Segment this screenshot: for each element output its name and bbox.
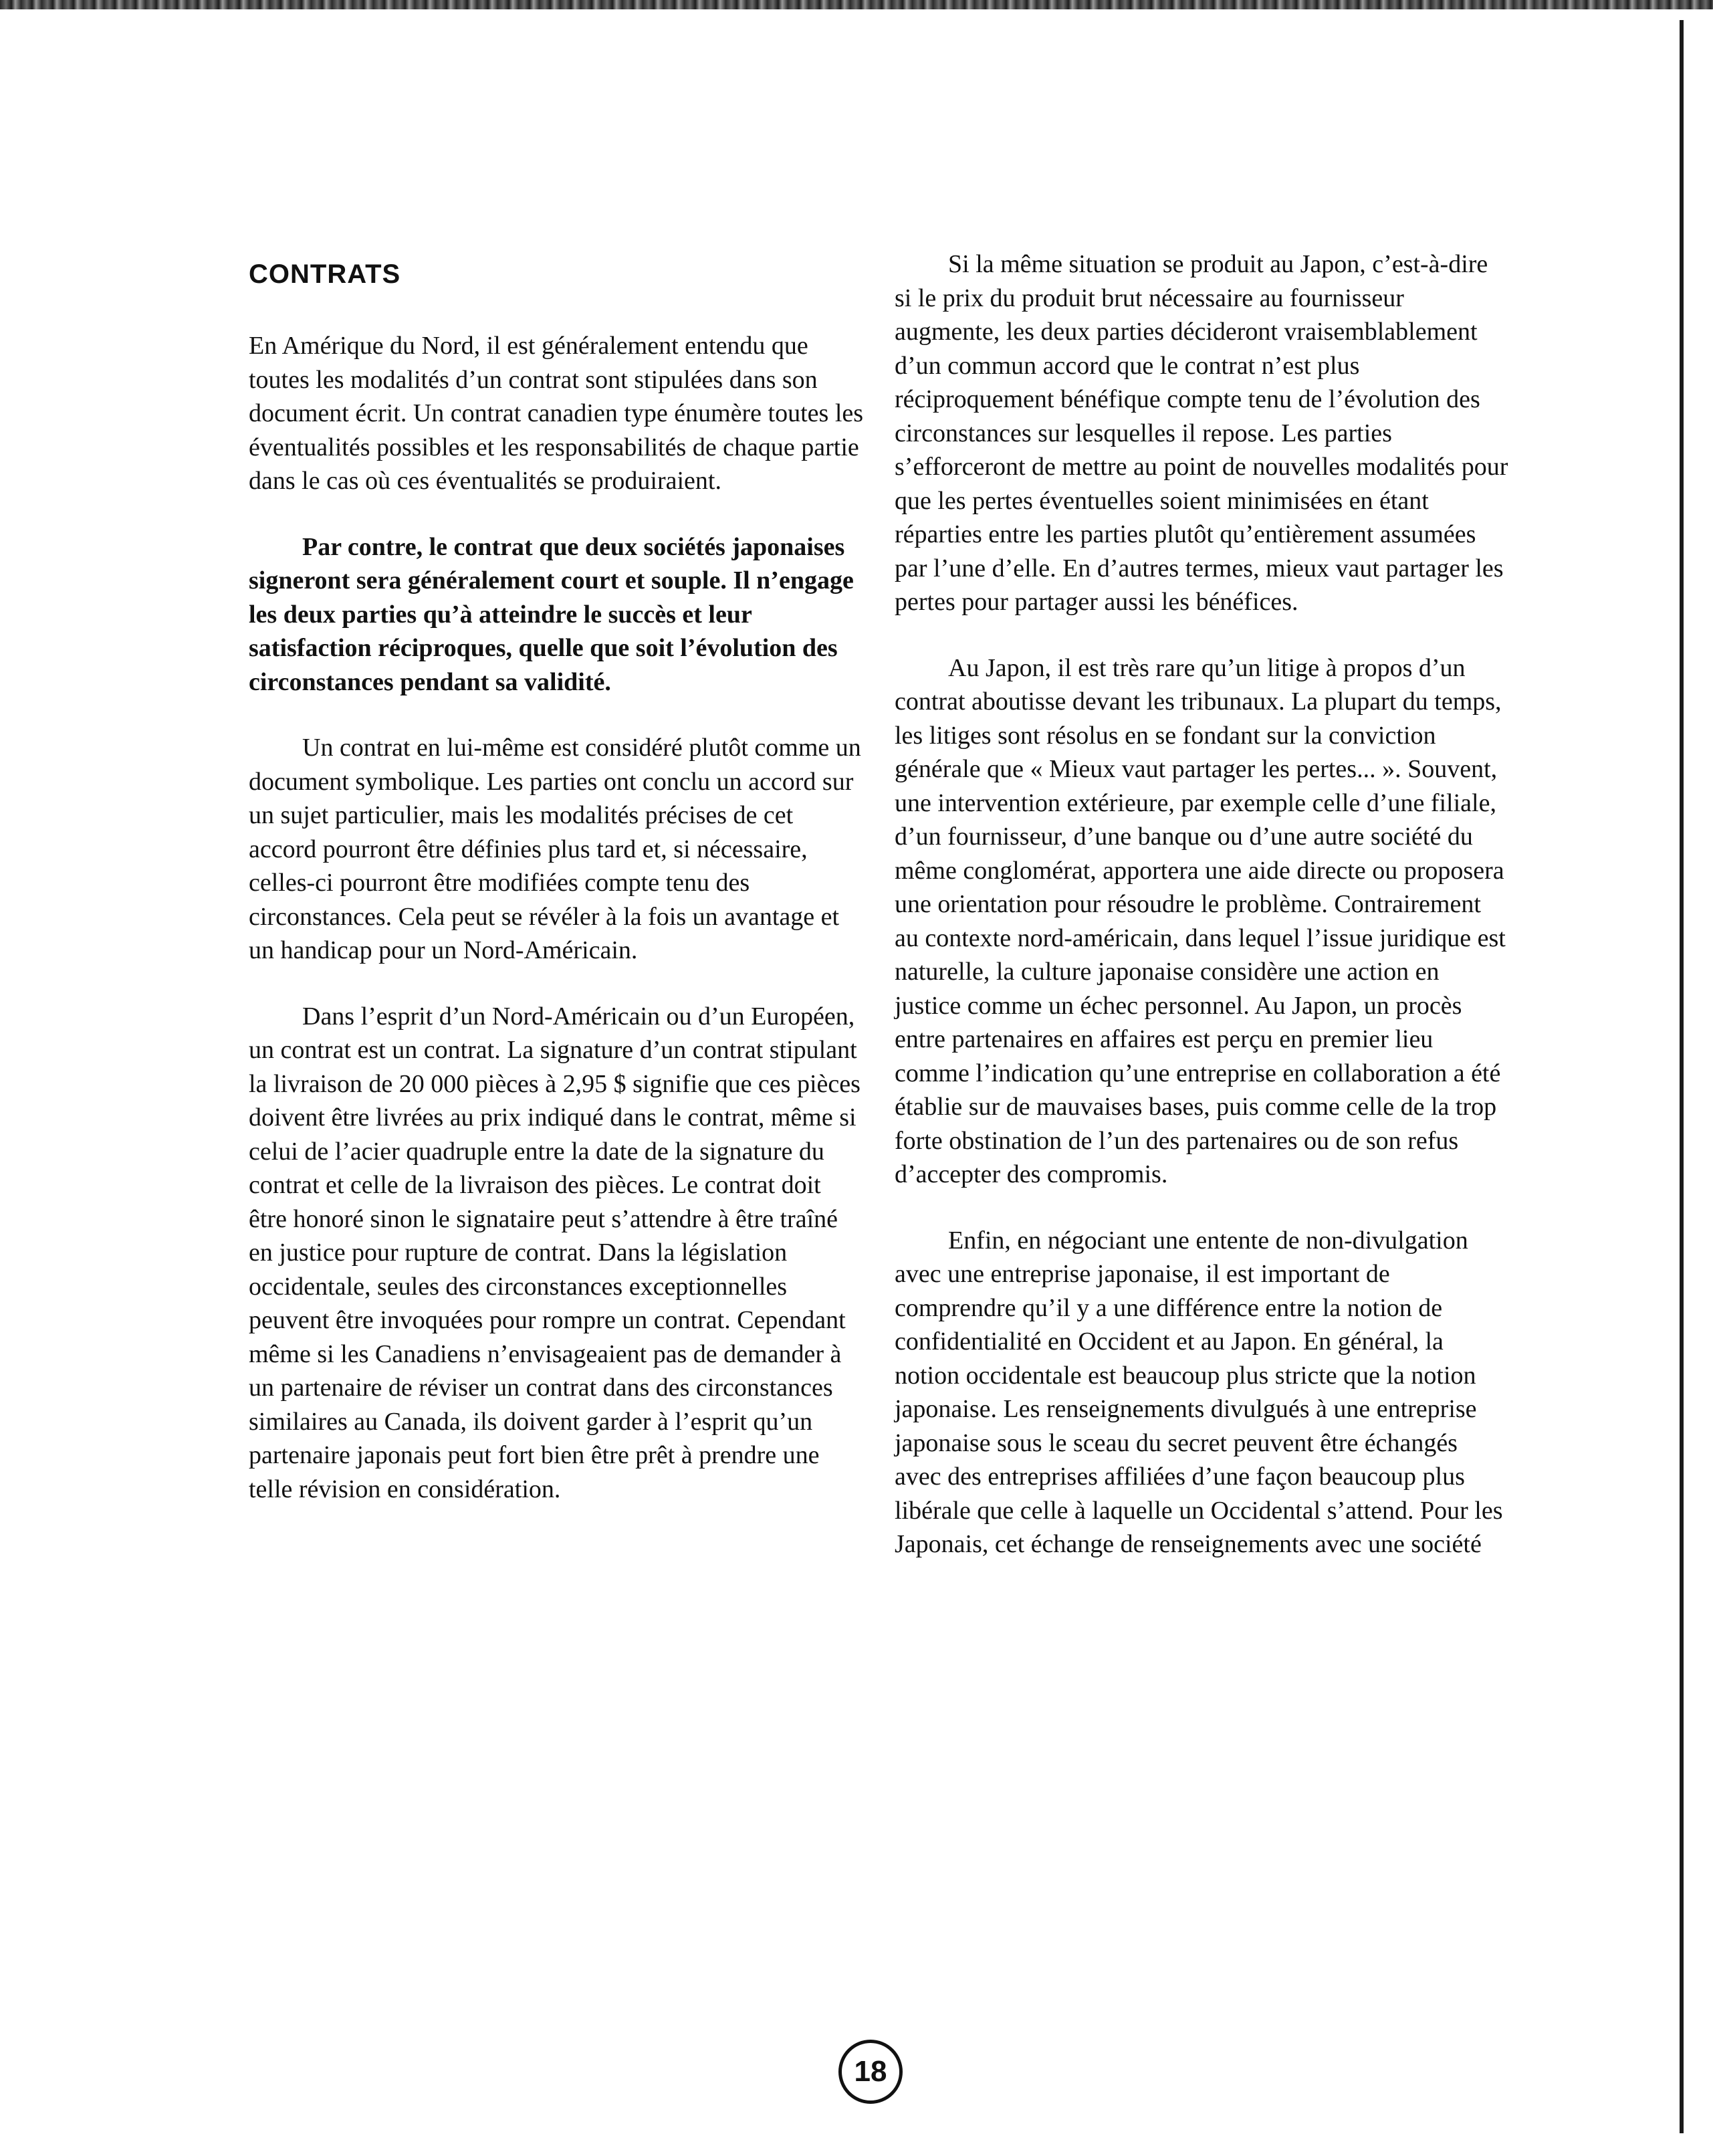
paragraph-litigation: Au Japon, il est très rare qu’un litige à propos d’un contrat aboutisse devant les tribunaux. La plupart du temps, les litiges sont résolus en se fondant sur la conviction générale que « Mieux vaut partager les pertes... ». Souvent, une intervention extérieure, par exemple celle d’une filiale, d’un fournisseur, d’une banque ou d’une autre société du même conglomérat, apportera une aide directe ou proposera une orientation pour résoudre le problème. Contrairement au contexte nord-américain, dans lequel l’issue juridique est naturelle, la culture japonaise considère une action en justice comme un échec personnel. Au Japon, un procès entre partenaires en affaires est perçu en premier lieu comme l’indication qu’une entreprise en collaboration a été établie sur de mauvaises bases, puis comme celle de la trop forte obstination de l’un des partenaires ou de son refus d’accepter des compromis. [895, 653, 1506, 1188]
paragraph-intro: En Amérique du Nord, il est généralement entendu que toutes les modalités d’un contrat sont stipulées dans son document écrit. Un contrat canadien type énumère toutes les éventualités possibles et les responsabilités de chaque partie dans le cas où ces éventualités se produiraient. [249, 332, 864, 495]
page-number: 18 [838, 2040, 903, 2104]
scan-edge-right [1680, 20, 1684, 2133]
section-heading: CONTRATS [249, 259, 401, 289]
paragraph-bold: Par contre, le contrat que deux sociétés japonaises signeront sera généralement court et souple. Il n’engage les deux parties qu’à atteindre le succès et leur satisfaction réciproques, quelle que soit l’évolution des circonstances pendant sa validité. [249, 532, 854, 696]
scan-edge-top [0, 0, 1713, 9]
paragraph-japan-situation: Si la même situation se produit au Japon, c’est-à-dire si le prix du produit brut nécessaire au fournisseur augmente, les deux parties décideront vraisemblablement d’un commun accord que le contrat n’est plus réciproquement bénéfique compte tenu de l’évolution des circonstances sur lesquelles il repose. Les parties s’efforceront de mettre au point de nouvelles modalités pour que les pertes éventuelles soient minimisées en étant réparties entre les parties plutôt qu’entièrement assumées par l’une d’elle. En d’autres termes, mieux vaut partager les pertes pour partager aussi les bénéfices. [895, 250, 1508, 616]
paragraph-confidentiality: Enfin, en négociant une entente de non-divulgation avec une entreprise japonaise, il est important de comprendre qu’il y a une différence entre la notion de confidentialité en Occident et au Japon. En général, la notion occidentale est beaucoup plus stricte que la notion japonaise. Les renseignements divulgués à une entreprise japonaise sous le sceau du secret peuvent être échangés avec des entreprises affiliées d’une façon beaucoup plus libérale que celle à laquelle un Occidental s’attend. Pour les Japonais, cet échange de renseignements avec une société [895, 1226, 1503, 1558]
right-column [895, 247, 1510, 1594]
paragraph-symbolic: Un contrat en lui-même est considéré plutôt comme un document symbolique. Les parties ont conclu un accord sur un sujet particulier, mais les modalités précises de cet accord pourront être définies plus tard et, si nécessaire, celles-ci pourront être modifiées compte tenu des circonstances. Cela peut se révéler à la fois un avantage et un handicap pour un Nord-Américain. [249, 734, 861, 964]
left-column [249, 247, 864, 1538]
paragraph-contract-example: Dans l’esprit d’un Nord-Américain ou d’un Européen, un contrat est un contrat. La signature d’un contrat stipulant la livraison de 20 000 pièces à 2,95 $ signifie que ces pièces doivent être livrées au prix indiqué dans le contrat, même si celui de l’acier quadruple entre la date de la signature du contrat et celle de la livraison des pièces. Le contrat doit être honoré sinon le signataire peut s’attendre à être traîné en justice pour rupture de contrat. Dans la législation occidentale, seules des circonstances exceptionnelles peuvent être invoquées pour rompre un contrat. Cependant même si les Canadiens n’envisageaient pas de demander à un partenaire de réviser un contrat dans des circonstances similaires au Canada, ils doivent garder à l’esprit qu’un partenaire japonais peut fort bien être prêt à prendre une telle révision en considération. [249, 1002, 861, 1503]
